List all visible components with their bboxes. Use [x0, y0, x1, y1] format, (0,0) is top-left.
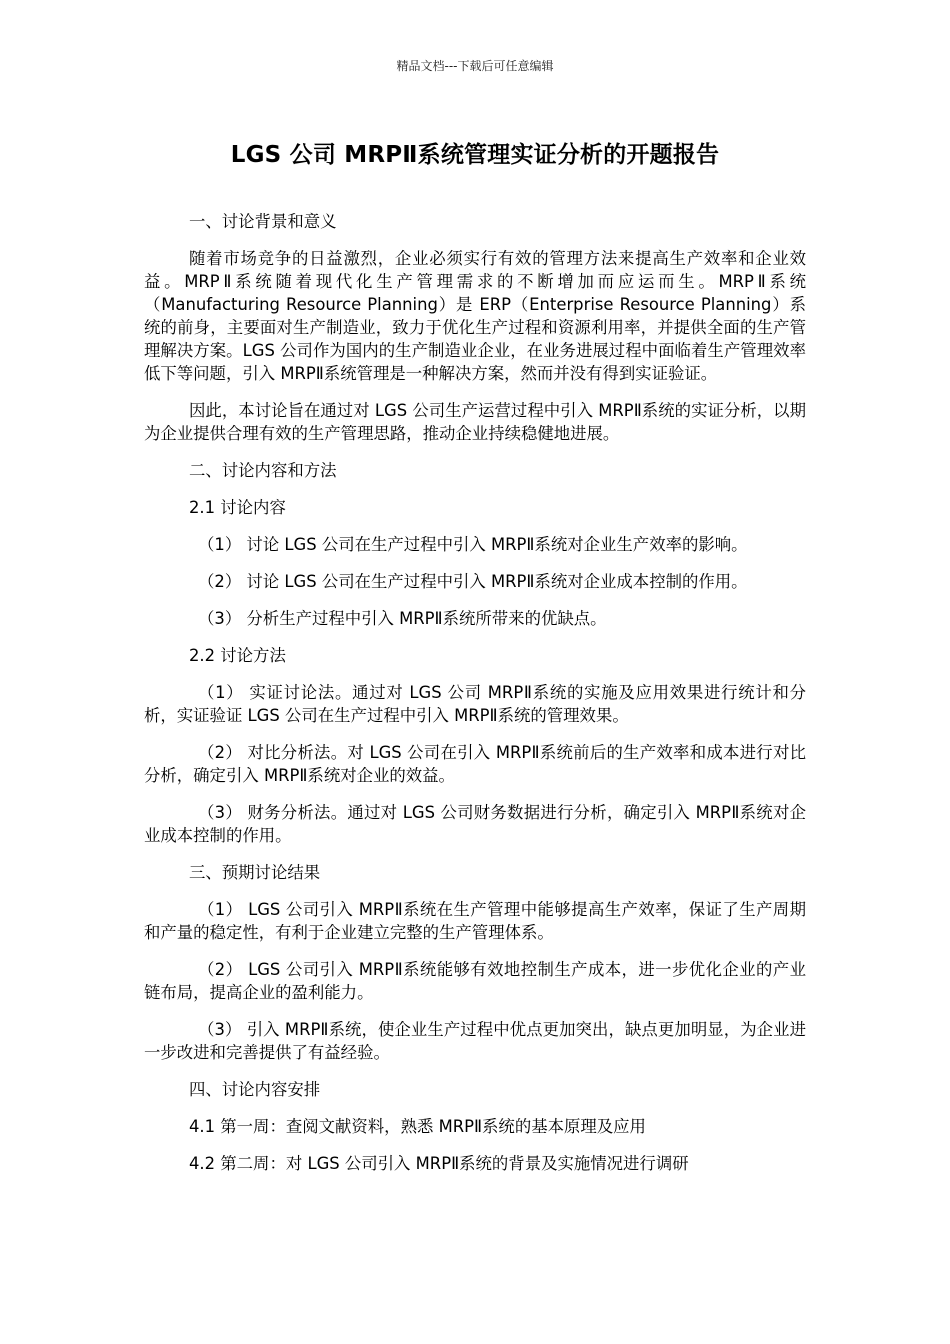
paragraph: 随着市场竞争的日益激烈，企业必须实行有效的管理方法来提高生产效率和企业效益。MRPⅡ系统随着现代化生产管理需求的不断增加而应运而生。MRPⅡ系统（Manufacturing Resource Planning）是 ERP（Enterprise Resource Planning）系统的前身，主要面对生产制造业，致力于优化生产过程和资源利用率，并提供全面的生产管理解决方案。LGS 公司作为国内的生产制造业企业，在业务进展过程中面临着生产管理效率低下等问题，引入 MRPⅡ系统管理是一种解决方案，然而并没有得到实证验证。	[144, 249, 806, 383]
list-item: （1） LGS 公司引入 MRPⅡ系统在生产管理中能够提高生产效率，保证了生产周期和产量的稳定性，有利于企业建立完整的生产管理体系。	[144, 900, 806, 942]
subsection-heading: 2.1 讨论内容	[189, 498, 286, 517]
section-heading: 二、讨论内容和方法	[189, 461, 337, 480]
list-item: （2） LGS 公司引入 MRPⅡ系统能够有效地控制生产成本，进一步优化企业的产业链布局，提高企业的盈利能力。	[144, 960, 806, 1002]
page-header: 精品文档---下载后可任意编辑	[396, 59, 554, 73]
list-item: （2） 讨论 LGS 公司在生产过程中引入 MRPⅡ系统对企业成本控制的作用。	[198, 572, 748, 591]
list-item: （1） 实证讨论法。通过对 LGS 公司 MRPⅡ系统的实施及应用效果进行统计和分析，实证验证 LGS 公司在生产过程中引入 MRPⅡ系统的管理效果。	[144, 683, 806, 725]
list-item: （1） 讨论 LGS 公司在生产过程中引入 MRPⅡ系统对企业生产效率的影响。	[198, 535, 748, 554]
section-heading: 四、讨论内容安排	[189, 1080, 321, 1099]
document-title: LGS 公司 MRPⅡ系统管理实证分析的开题报告	[230, 142, 720, 168]
schedule-item: 4.1 第一周：查阅文献资料，熟悉 MRPⅡ系统的基本原理及应用	[189, 1117, 646, 1136]
list-item: （2） 对比分析法。对 LGS 公司在引入 MRPⅡ系统前后的生产效率和成本进行对比分析，确定引入 MRPⅡ系统对企业的效益。	[144, 743, 806, 785]
schedule-item: 4.2 第二周：对 LGS 公司引入 MRPⅡ系统的背景及实施情况进行调研	[189, 1154, 689, 1173]
list-item: （3） 分析生产过程中引入 MRPⅡ系统所带来的优缺点。	[198, 609, 607, 628]
paragraph: 因此，本讨论旨在通过对 LGS 公司生产运营过程中引入 MRPⅡ系统的实证分析，以期为企业提供合理有效的生产管理思路，推动企业持续稳健地进展。	[144, 401, 806, 443]
list-item: （3） 引入 MRPⅡ系统，使企业生产过程中优点更加突出，缺点更加明显，为企业进一步改进和完善提供了有益经验。	[144, 1020, 806, 1062]
subsection-heading: 2.2 讨论方法	[189, 646, 286, 665]
document-body	[144, 210, 806, 1189]
section-heading: 三、预期讨论结果	[189, 863, 321, 882]
list-item: （3） 财务分析法。通过对 LGS 公司财务数据进行分析，确定引入 MRPⅡ系统对企业成本控制的作用。	[144, 803, 806, 845]
section-heading: 一、讨论背景和意义	[189, 212, 337, 231]
